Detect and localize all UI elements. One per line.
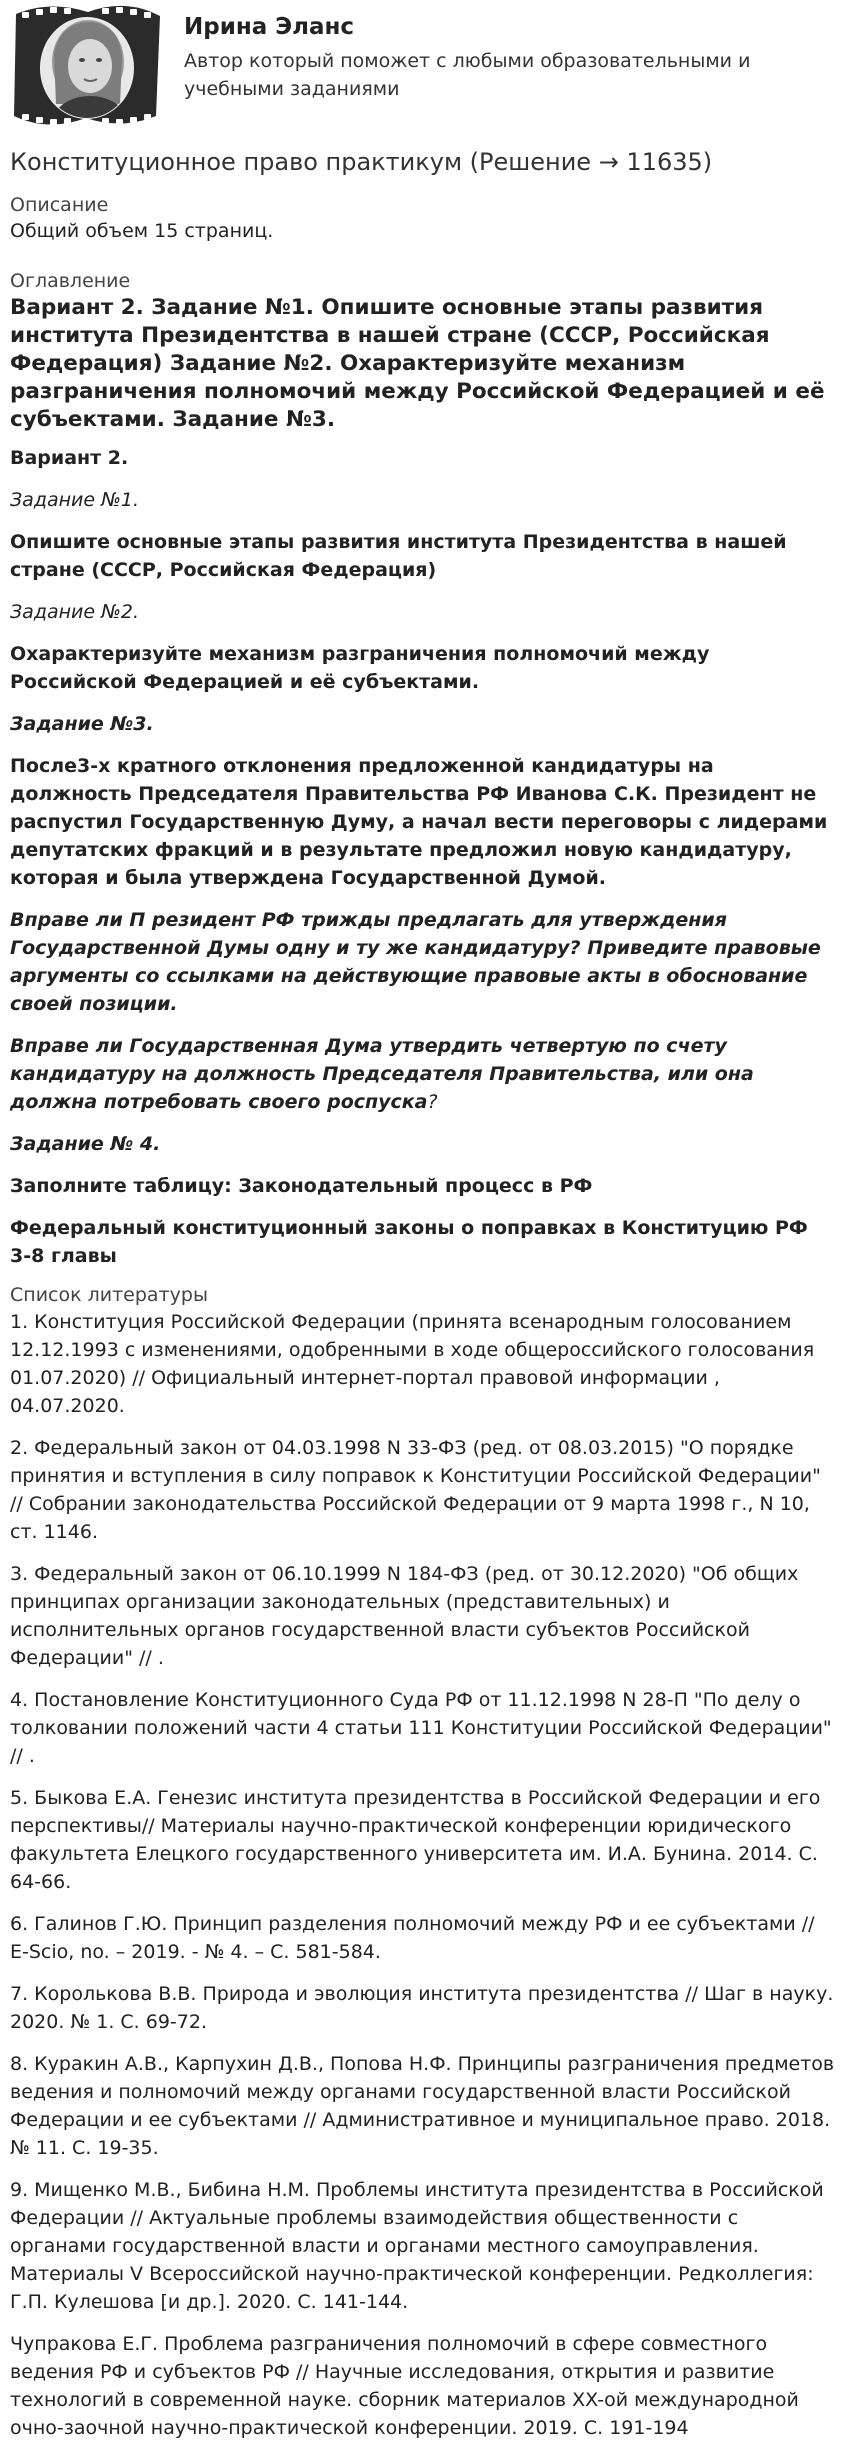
author-name[interactable]: Ирина Эланс bbox=[184, 14, 355, 40]
question2-end: ? bbox=[427, 1091, 438, 1113]
task1-label: Задание №1. bbox=[10, 489, 139, 511]
author-description: Автор который поможет с любыми образовательными и учебными заданиями bbox=[184, 50, 751, 100]
literature-item: 5. Быкова Е.А. Генезис института президентства в Российской Федерации и его перспективы// Материалы научно-практической конференции юридического факультета Елецкого государственного университета им. И.А. Бунина. 2014. С. 64-66. bbox=[10, 1787, 821, 1893]
author-avatar[interactable] bbox=[10, 4, 164, 130]
literature-item: 3. Федеральный закон от 06.10.1999 N 184-ФЗ (ред. от 30.12.2020) "Об общих принципах организации законодательных (представительных) и исполнительных органов государственной власти субъектов Российской Федерации" // . bbox=[10, 1563, 799, 1669]
task4-label: Задание № 4. bbox=[10, 1133, 161, 1155]
toc-label: Оглавление bbox=[10, 270, 131, 292]
variant-label: Вариант 2. bbox=[10, 447, 129, 469]
literature-item: 1. Конституция Российской Федерации (принята всенародным голосованием 12.12.1993 с изменениями, одобренными в ходе общероссийского голосования 01.07.2020) // Официальный интернет-портал правовой информации , 04.07.2020. bbox=[10, 1311, 815, 1417]
literature-item: 4. Постановление Конституционного Суда РФ от 11.12.1998 N 28-П "По делу о толковании положений части 4 статьи 111 Конституции Российской Федерации" // . bbox=[10, 1689, 832, 1767]
film-frame-photo-icon bbox=[10, 4, 164, 130]
task4-subtext: Федеральный конституционный законы о поправках в Конституцию РФ 3-8 главы bbox=[10, 1217, 808, 1267]
task2-text: Охарактеризуйте механизм разграничения полномочий между Российской Федерацией и её субъектами. bbox=[10, 643, 710, 693]
description-text: Общий объем 15 страниц. bbox=[10, 220, 274, 242]
question2-text bbox=[10, 1032, 835, 1116]
task1-text: Опишите основные этапы развития института Президентства в нашей стране (СССР, Российская Федерация) bbox=[10, 531, 787, 581]
literature-list bbox=[10, 1308, 835, 2442]
task2-label: Задание №2. bbox=[10, 601, 139, 623]
literature-item: 6. Галинов Г.Ю. Принцип разделения полномочий между РФ и ее субъектами // E-Scio, no. – 2019. - № 4. – С. 581-584. bbox=[10, 1913, 815, 1963]
document-page bbox=[10, 0, 835, 2456]
literature-item: 2. Федеральный закон от 04.03.1998 N 33-ФЗ (ред. от 08.03.2015) "О порядке принятия и вступления в силу поправок к Конституции Российской Федерации" // Собрании законодательства Российской Федерации от 9 марта 1998 г., N 10, ст. 1146. bbox=[10, 1437, 821, 1543]
author-header bbox=[10, 0, 835, 138]
task3-text: После3-х кратного отклонения предложенной кандидатуры на должность Председателя Правительства РФ Иванова С.К. Президент не распустил Государственную Думу, а начал вести переговоры с лидерами депутатских фракций и в результате предложил новую кандидатуру, которая и была утверждена Государственной Думой. bbox=[10, 755, 828, 889]
description-label: Описание bbox=[10, 194, 109, 216]
literature-item: Чупракова Е.Г. Проблема разграничения полномочий в сфере совместного ведения РФ и субъектов РФ // Научные исследования, открытия и развитие технологий в современной науке. сборник материалов XX-ой международной очно-заочной научно-практической конференции. 2019. С. 191-194 bbox=[10, 2333, 799, 2439]
work-title: Конституционное право практикум (Решение → 11635) bbox=[10, 148, 713, 176]
task4-text: Заполните таблицу: Законодательный процесс в РФ bbox=[10, 1175, 593, 1197]
question1-text: Вправе ли П резидент РФ трижды предлагать для утверждения Государственной Думы одну и ту же кандидатуру? Приведите правовые аргументы со ссылками на действующие правовые акты в обоснование своей позиции. bbox=[10, 909, 821, 1015]
question2-main: Вправе ли Государственная Дума утвердить четвертую по счету кандидатуру на должность Председателя Правительства, или она должна потребовать своего роспуска bbox=[10, 1035, 754, 1113]
toc-heading: Вариант 2. Задание №1. Опишите основные этапы развития института Президентства в нашей стране (СССР, Российская Федерация) Задание №2. Охарактеризуйте механизм разграничения полномочий между Российской Федерацией и её субъектами. Задание №3. bbox=[10, 295, 825, 432]
task3-label: Задание №3. bbox=[10, 713, 154, 735]
literature-item: 9. Мищенко М.В., Бибина Н.М. Проблемы института президентства в Российской Федерации // Актуальные проблемы взаимодействия общественности с органами государственной власти и органами местного самоуправления. Материалы V Всероссийской научно-практической конференции. Редколлегия: Г.П. Кулешова [и др.]. 2020. С. 141-144. bbox=[10, 2179, 824, 2313]
literature-item: 8. Куракин А.В., Карпухин Д.В., Попова Н.Ф. Принципы разграничения предметов ведения и полномочий между органами государственной власти Российской Федерации и ее субъектами // Административное и муниципальное право. 2018. № 11. С. 19-35. bbox=[10, 2053, 835, 2159]
literature-label: Список литературы bbox=[10, 1284, 208, 1306]
literature-item: 7. Королькова В.В. Природа и эволюция института президентства // Шаг в науку. 2020. № 1. С. 69-72. bbox=[10, 1983, 834, 2033]
